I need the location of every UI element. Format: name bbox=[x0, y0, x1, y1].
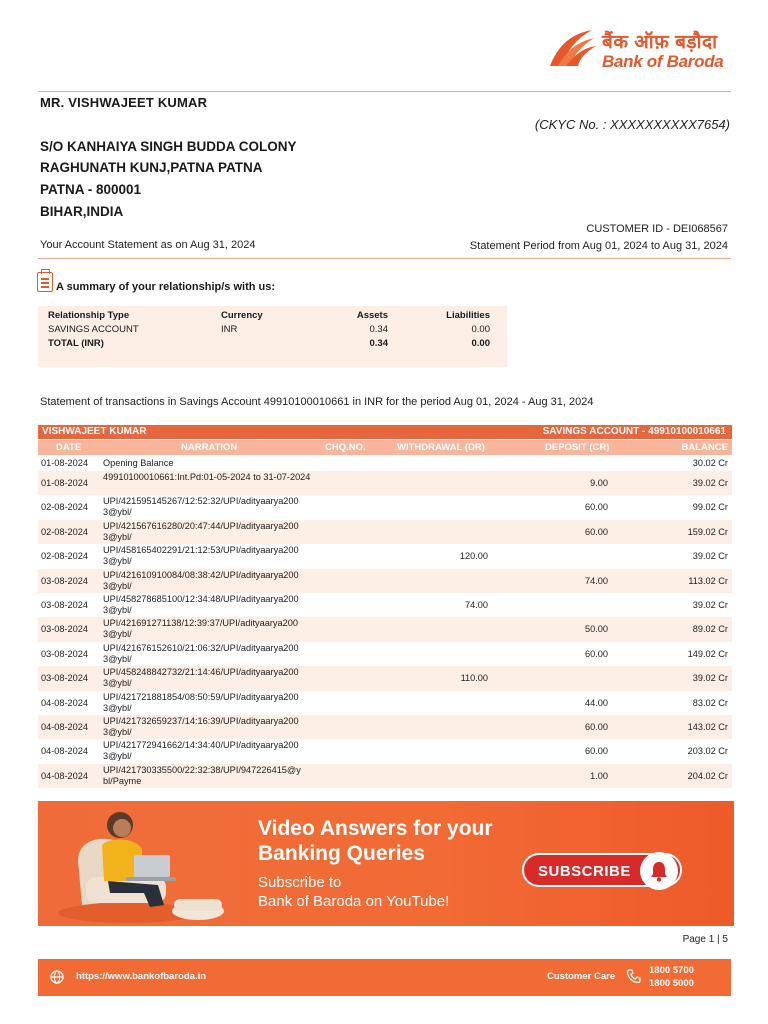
cell-deposit: 60.00 bbox=[585, 746, 608, 757]
header-divider bbox=[38, 91, 731, 92]
table-row bbox=[38, 642, 732, 666]
cell-withdrawal: 120.00 bbox=[459, 551, 488, 562]
cell-date: 03-08-2024 bbox=[41, 575, 88, 586]
cell-narration: UPI/421772941662/14:34:40/UPI/adityaarya200 3@ybl/ bbox=[103, 740, 299, 762]
cell-date: 02-08-2024 bbox=[41, 551, 88, 562]
cell-narration: UPI/421595145267/12:52:32/UPI/adityaarya200 3@ybl/ bbox=[103, 496, 299, 518]
summary-header-assets: Assets bbox=[356, 310, 388, 321]
summary-header-type: Relationship Type bbox=[48, 310, 130, 321]
statement-as-of: Your Account Statement as on Aug 31, 2024 bbox=[40, 239, 256, 251]
cell-narration: UPI/458278685100/12:34:48/UPI/adityaarya200 3@ybl/ bbox=[103, 593, 299, 615]
transactions-body bbox=[38, 456, 732, 788]
cell-narration: UPI/421610910084/08:38:42/UPI/adityaarya200 3@ybl/ bbox=[103, 569, 299, 591]
cell-date: 03-08-2024 bbox=[41, 673, 88, 684]
cell-date: 02-08-2024 bbox=[41, 526, 88, 537]
col-balance: BALANCE bbox=[681, 442, 728, 453]
cell-narration: Opening Balance bbox=[103, 458, 174, 468]
cell-deposit: 44.00 bbox=[585, 697, 608, 708]
bell-icon bbox=[640, 852, 678, 890]
cell-deposit: 60.00 bbox=[585, 526, 608, 537]
cell-date: 03-08-2024 bbox=[41, 599, 88, 610]
cell-deposit: 60.00 bbox=[585, 721, 608, 732]
summary-row-currency: INR bbox=[221, 324, 238, 335]
cell-date: 04-08-2024 bbox=[41, 770, 88, 781]
banner-title-line-2: Banking Queries bbox=[258, 842, 425, 865]
customer-care-phone-2[interactable]: 1800 5000 bbox=[649, 978, 694, 989]
youtube-promo-banner[interactable] bbox=[38, 801, 734, 926]
summary-header-liabilities: Liabilities bbox=[446, 310, 490, 321]
cell-withdrawal: 74.00 bbox=[465, 599, 488, 610]
cell-narration: UPI/421732659237/14:16:39/UPI/adityaarya200 3@ybl/ bbox=[103, 715, 299, 737]
cell-date: 04-08-2024 bbox=[41, 721, 88, 732]
cell-deposit: 60.00 bbox=[585, 648, 608, 659]
bank-logo-mark-icon bbox=[544, 26, 598, 70]
subscribe-button-label: SUBSCRIBE bbox=[538, 863, 631, 880]
cell-date: 01-08-2024 bbox=[41, 458, 88, 468]
account-bar bbox=[38, 425, 732, 439]
address-line-4: BIHAR,INDIA bbox=[40, 204, 124, 219]
col-deposit: DEPOSIT (CR) bbox=[545, 442, 610, 453]
summary-row-assets: 0.34 bbox=[369, 324, 388, 335]
col-narration: NARRATION bbox=[181, 442, 238, 453]
cell-date: 02-08-2024 bbox=[41, 502, 88, 513]
address-line-1: S/O KANHAIYA SINGH BUDDA COLONY bbox=[40, 139, 297, 154]
customer-care-phone-1[interactable]: 1800 5700 bbox=[649, 965, 694, 976]
cell-deposit: 60.00 bbox=[585, 502, 608, 513]
cell-narration: UPI/421721881854/08:50:59/UPI/adityaarya200 3@ybl/ bbox=[103, 691, 299, 713]
cell-balance: 149.02 Cr bbox=[687, 648, 728, 659]
table-row bbox=[38, 593, 732, 617]
cell-date: 04-08-2024 bbox=[41, 697, 88, 708]
bank-logo bbox=[544, 24, 730, 74]
table-row bbox=[38, 495, 732, 519]
summary-total-label: TOTAL (INR) bbox=[48, 338, 104, 349]
cell-balance: 203.02 Cr bbox=[687, 746, 728, 757]
col-date: DATE bbox=[56, 442, 82, 453]
banner-subtitle-line-1: Subscribe to bbox=[258, 874, 342, 891]
col-chq: CHQ.NO. bbox=[325, 442, 366, 453]
summary-row-liabilities: 0.00 bbox=[471, 324, 490, 335]
customer-id: CUSTOMER ID - DEI068567 bbox=[586, 223, 728, 235]
phone-icon bbox=[626, 968, 642, 984]
table-row bbox=[38, 569, 732, 593]
cell-deposit: 1.00 bbox=[590, 770, 608, 781]
table-row bbox=[38, 715, 732, 739]
summary-total-liabilities: 0.00 bbox=[471, 338, 490, 349]
page-number: Page 1 | 5 bbox=[682, 934, 728, 945]
transactions-header bbox=[38, 440, 732, 455]
table-row bbox=[38, 520, 732, 544]
cell-balance: 39.02 Cr bbox=[692, 551, 728, 562]
clipboard-icon bbox=[37, 272, 53, 292]
cell-deposit: 74.00 bbox=[585, 575, 608, 586]
cell-withdrawal: 110.00 bbox=[460, 673, 488, 684]
address-line-3: PATNA - 800001 bbox=[40, 182, 142, 197]
cell-balance: 39.02 Cr bbox=[692, 673, 728, 684]
cell-narration: UPI/421567616280/20:47:44/UPI/adityaarya200 3@ybl/ bbox=[103, 520, 299, 542]
customer-care-label: Customer Care bbox=[547, 971, 616, 982]
cell-balance: 143.02 Cr bbox=[687, 721, 728, 732]
cell-balance: 39.02 Cr bbox=[692, 599, 728, 610]
cell-balance: 39.02 Cr bbox=[692, 478, 728, 488]
person-with-laptop-illustration bbox=[38, 801, 238, 926]
col-withdrawal: WITHDRAWAL (DR) bbox=[397, 442, 485, 453]
cell-deposit: 50.00 bbox=[585, 624, 608, 635]
table-row bbox=[38, 617, 732, 641]
cell-balance: 204.02 Cr bbox=[687, 770, 728, 781]
account-label: SAVINGS ACCOUNT - 49910100010661 bbox=[542, 426, 726, 437]
cell-date: 03-08-2024 bbox=[41, 624, 88, 635]
cell-deposit: 9.00 bbox=[590, 478, 608, 488]
summary-title: A summary of your relationship/s with us: bbox=[56, 281, 276, 293]
transactions-intro: Statement of transactions in Savings Account 49910100010661 in INR for the period Aug 01, 2024 - Aug 31, 2024 bbox=[40, 396, 594, 408]
subscribe-button[interactable] bbox=[522, 853, 682, 887]
footer-bar bbox=[38, 959, 731, 996]
ckyc-number: (CKYC No. : XXXXXXXXXX7654) bbox=[534, 117, 730, 132]
cell-narration: UPI/421676152610/21:06:32/UPI/adityaarya200 3@ybl/ bbox=[103, 642, 299, 664]
cell-narration: UPI/458248842732/21:14:46/UPI/adityaarya200 3@ybl/ bbox=[103, 667, 299, 689]
globe-icon bbox=[50, 970, 64, 984]
cell-balance: 89.02 Cr bbox=[692, 624, 728, 635]
cell-date: 03-08-2024 bbox=[41, 648, 88, 659]
info-divider bbox=[38, 258, 731, 259]
website-link[interactable]: https://www.bankofbaroda.in bbox=[76, 971, 207, 982]
cell-narration: UPI/421691271138/12:39:37/UPI/adityaarya200 3@ybl/ bbox=[103, 618, 298, 640]
cell-date: 04-08-2024 bbox=[41, 746, 88, 757]
cell-date: 01-08-2024 bbox=[41, 478, 88, 488]
cell-narration: 49910100010661:Int.Pd:01-05-2024 to 31-07-2024 bbox=[103, 472, 311, 482]
cell-balance: 113.02 Cr bbox=[688, 575, 728, 586]
cell-balance: 99.02 Cr bbox=[692, 502, 728, 513]
cell-balance: 30.02 Cr bbox=[692, 458, 728, 468]
summary-row-type: SAVINGS ACCOUNT bbox=[48, 324, 139, 335]
table-row bbox=[38, 544, 732, 568]
account-holder: VISHWAJEET KUMAR bbox=[42, 426, 147, 437]
summary-total-assets: 0.34 bbox=[369, 338, 388, 349]
statement-period: Statement Period from Aug 01, 2024 to Aug 31, 2024 bbox=[469, 240, 728, 252]
summary-header-currency: Currency bbox=[221, 310, 263, 321]
cell-balance: 159.02 Cr bbox=[687, 526, 728, 537]
banner-title-line-1: Video Answers for your bbox=[258, 817, 493, 840]
table-row bbox=[38, 691, 732, 715]
table-row bbox=[38, 456, 732, 471]
cell-narration: UPI/458165402291/21:12:53/UPI/adityaarya200 3@ybl/ bbox=[103, 545, 299, 567]
logo-english-text: Bank of Baroda bbox=[602, 52, 724, 71]
table-row bbox=[38, 739, 732, 763]
table-row bbox=[38, 764, 732, 788]
cell-balance: 83.02 Cr bbox=[692, 697, 728, 708]
customer-name: MR. VISHWAJEET KUMAR bbox=[40, 95, 208, 110]
logo-hindi-text: बैंक ऑफ़ बड़ौदा bbox=[602, 32, 718, 53]
table-row bbox=[38, 471, 732, 495]
cell-narration: UPI/421730335500/22:32:38/UPI/947226415@y bl/Payme bbox=[103, 764, 301, 786]
table-row bbox=[38, 666, 732, 690]
banner-subtitle-line-2: Bank of Baroda on YouTube! bbox=[258, 893, 450, 910]
summary-table bbox=[38, 306, 507, 367]
address-line-2: RAGHUNATH KUNJ,PATNA PATNA bbox=[40, 160, 263, 175]
